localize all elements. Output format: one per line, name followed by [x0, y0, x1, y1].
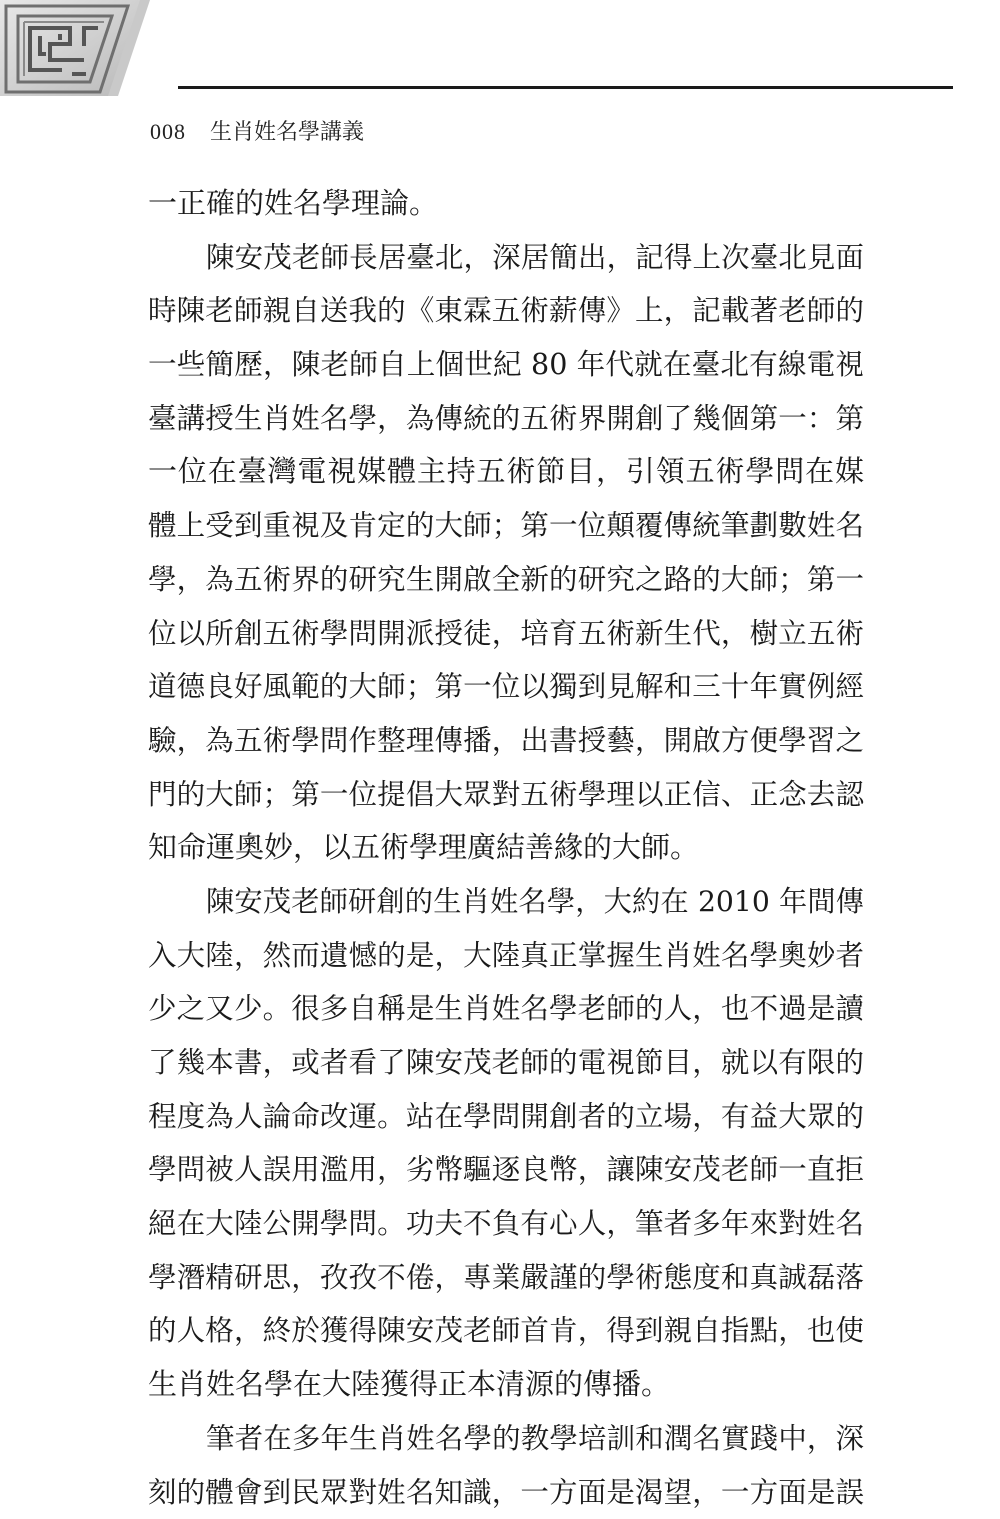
- text-line: 驗，為五術學問作整理傳播，出書授藝，開啟方便學習之: [148, 714, 864, 768]
- text-line: 一正確的姓名學理論。: [148, 177, 864, 231]
- text-line: 程度為人論命改運。站在學問開創者的立場，有益大眾的: [148, 1090, 864, 1144]
- text-line: 陳安茂老師研創的生肖姓名學，大約在 2010 年間傳: [148, 875, 864, 929]
- text-line: 位以所創五術學問開派授徒，培育五術新生代，樹立五術: [148, 607, 864, 661]
- text-line: 學問被人誤用濫用，劣幣驅逐良幣，讓陳安茂老師一直拒: [148, 1143, 864, 1197]
- body-text: [148, 177, 864, 1519]
- lattice-window-ornament-icon: [0, 0, 150, 96]
- text-line: 的人格，終於獲得陳安茂老師首肯，得到親自指點，也使: [148, 1304, 864, 1358]
- text-line: 生肖姓名學在大陸獲得正本清源的傳播。: [148, 1358, 864, 1412]
- page-number: 008: [150, 119, 186, 144]
- text-line: 一些簡歷，陳老師自上個世紀 80 年代就在臺北有線電視: [148, 338, 864, 392]
- text-line: 學，為五術界的研究生開啟全新的研究之路的大師；第一: [148, 553, 864, 607]
- text-line: 知命運奧妙，以五術學理廣結善緣的大師。: [148, 821, 864, 875]
- text-line: 陳安茂老師長居臺北，深居簡出，記得上次臺北見面: [148, 231, 864, 285]
- header-rule: [178, 86, 953, 89]
- text-line: 少之又少。很多自稱是生肖姓名學老師的人，也不過是讀: [148, 982, 864, 1036]
- text-line: 門的大師；第一位提倡大眾對五術學理以正信、正念去認: [148, 768, 864, 822]
- text-line: 刻的體會到民眾對姓名知識，一方面是渴望，一方面是誤: [148, 1466, 864, 1519]
- running-head: [150, 116, 364, 149]
- text-line: 時陳老師親自送我的《東霖五術薪傳》上，記載著老師的: [148, 284, 864, 338]
- text-line: 筆者在多年生肖姓名學的教學培訓和潤名實踐中，深: [148, 1412, 864, 1466]
- book-title: 生肖姓名學講義: [210, 120, 364, 145]
- text-line: 了幾本書，或者看了陳安茂老師的電視節目，就以有限的: [148, 1036, 864, 1090]
- text-line: 學潛精研思，孜孜不倦，專業嚴謹的學術態度和真誠磊落: [148, 1251, 864, 1305]
- text-line: 道德良好風範的大師；第一位以獨到見解和三十年實例經: [148, 660, 864, 714]
- text-line: 體上受到重視及肯定的大師；第一位顛覆傳統筆劃數姓名: [148, 499, 864, 553]
- text-line: 絕在大陸公開學問。功夫不負有心人，筆者多年來對姓名: [148, 1197, 864, 1251]
- text-line: 臺講授生肖姓名學，為傳統的五術界開創了幾個第一：第: [148, 392, 864, 446]
- text-line: 一位在臺灣電視媒體主持五術節目，引領五術學問在媒: [148, 445, 864, 499]
- text-line: 入大陸，然而遺憾的是，大陸真正掌握生肖姓名學奧妙者: [148, 929, 864, 983]
